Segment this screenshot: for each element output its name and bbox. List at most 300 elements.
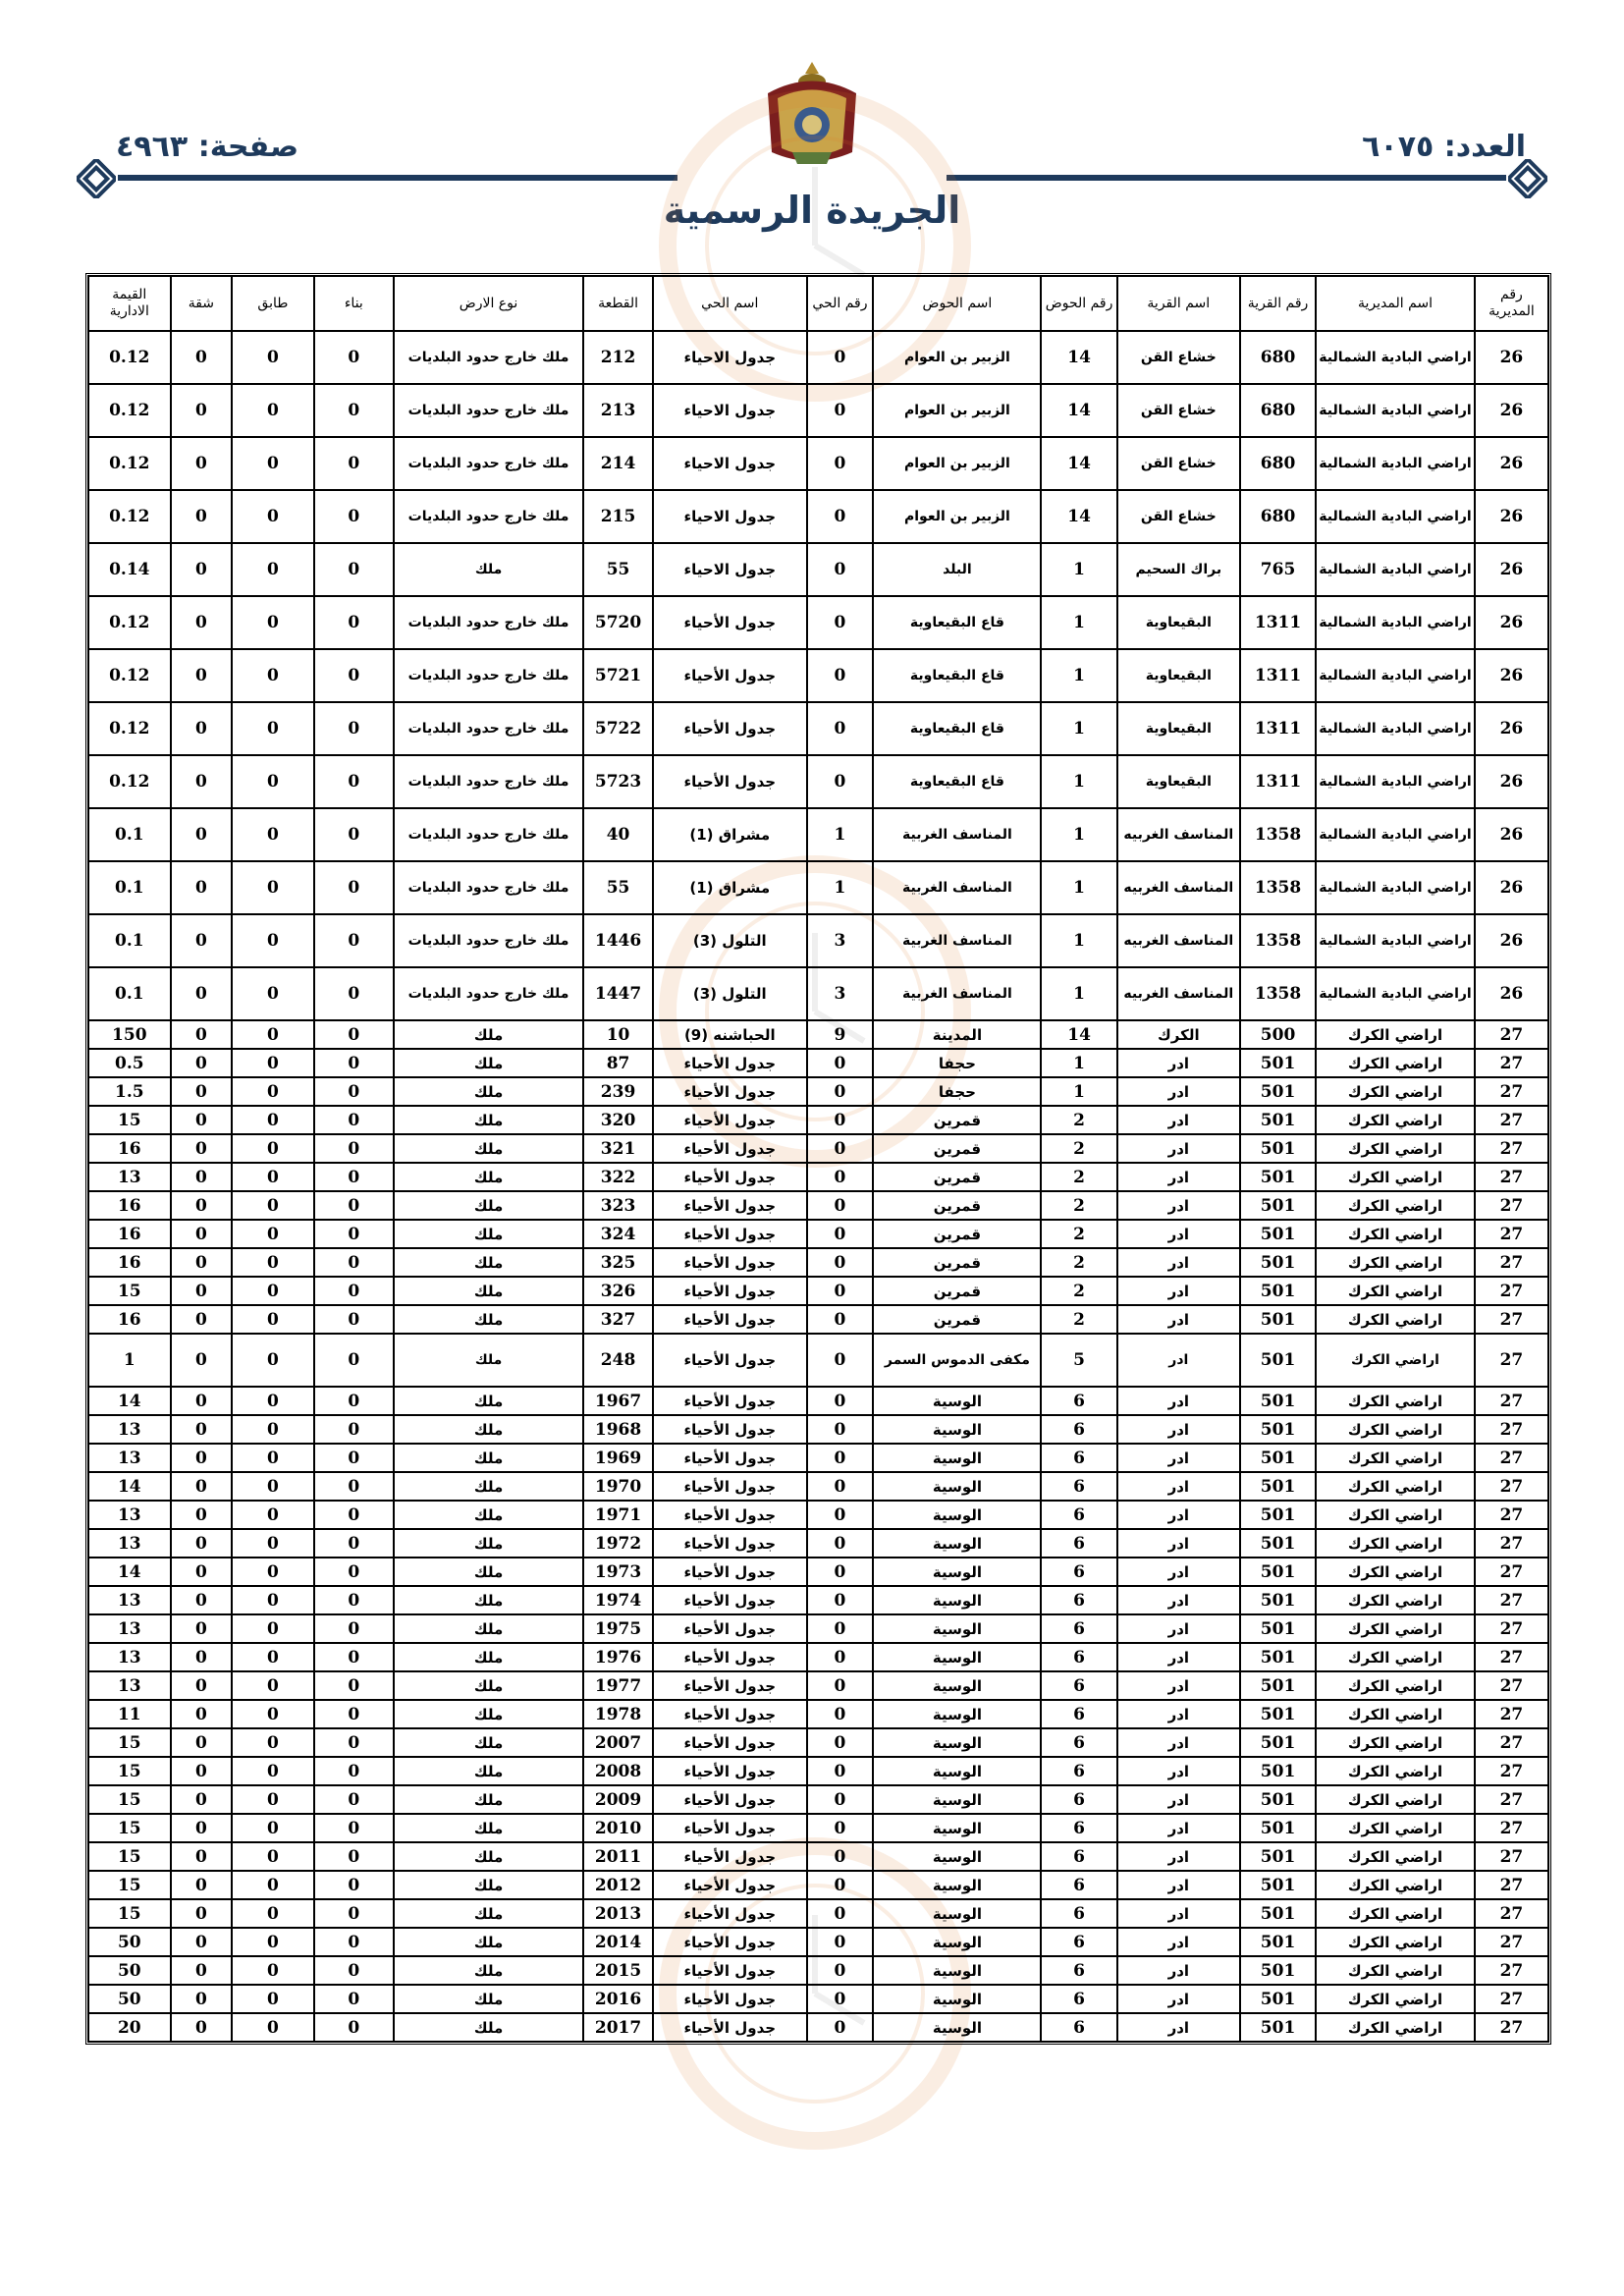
cell-land-type: ملك [394,2013,583,2042]
cell-directorate-number: 26 [1475,967,1548,1020]
cell-apartment: 0 [171,1472,233,1501]
cell-land-type: ملك خارج حدود البلديات [394,702,583,755]
cell-apartment: 0 [171,1614,233,1643]
cell-directorate-name: اراضي البادية الشمالية [1316,808,1475,861]
table-row [88,1248,1548,1277]
cell-village-name: ادر [1117,1814,1240,1842]
cell-building: 0 [314,1020,394,1049]
cell-village-number: 501 [1240,1985,1316,2013]
cell-village-name: ادر [1117,1586,1240,1614]
cell-parcel: 2014 [583,1928,653,1956]
cell-directorate-name: اراضي الكرك [1316,1220,1475,1248]
cell-village-name: المناسف الغربيه [1117,967,1240,1020]
cell-directorate-number: 26 [1475,861,1548,914]
cell-basin-name: قاع البقيعاوية [873,649,1041,702]
table-row [88,1220,1548,1248]
table-row [88,596,1548,649]
cell-quarter-number: 0 [807,1472,874,1501]
table-row [88,490,1548,543]
cell-floor: 0 [232,1871,313,1899]
cell-directorate-name: اراضي الكرك [1316,1614,1475,1643]
cell-quarter-name: التلول (3) [653,967,807,1020]
cell-basin-name: الزبير بن العوام [873,490,1041,543]
table-row [88,808,1548,861]
cell-quarter-number: 0 [807,1305,874,1334]
table-row [88,755,1548,808]
cell-quarter-number: 0 [807,1700,874,1728]
cell-land-type: ملك [394,1928,583,1956]
cell-directorate-name: اراضي الكرك [1316,1020,1475,1049]
cell-village-number: 501 [1240,1956,1316,1985]
cell-quarter-number: 9 [807,1020,874,1049]
cell-quarter-name: جدول الاحياء [653,437,807,490]
cell-land-type: ملك خارج حدود البلديات [394,967,583,1020]
cell-basin-name: الوسية [873,1558,1041,1586]
cell-parcel: 87 [583,1049,653,1077]
cell-directorate-name: اراضي الكرك [1316,2013,1475,2042]
cell-quarter-number: 0 [807,1501,874,1529]
cell-floor: 0 [232,1305,313,1334]
table-row [88,1077,1548,1106]
cell-basin-name: الوسية [873,1472,1041,1501]
cell-quarter-number: 0 [807,543,874,596]
cell-land-type: ملك خارج حدود البلديات [394,384,583,437]
cell-floor: 0 [232,861,313,914]
cell-administrative-value: 0.1 [88,861,171,914]
cell-floor: 0 [232,967,313,1020]
column-header-directorate-number: رقم المديرية [1475,276,1548,331]
cell-directorate-number: 27 [1475,1671,1548,1700]
cell-floor: 0 [232,1134,313,1163]
cell-basin-number: 2 [1041,1220,1116,1248]
cell-village-number: 501 [1240,1899,1316,1928]
cell-building: 0 [314,1814,394,1842]
cell-land-type: ملك [394,1472,583,1501]
cell-apartment: 0 [171,967,233,1020]
cell-apartment: 0 [171,2013,233,2042]
cell-land-type: ملك [394,1106,583,1134]
cell-apartment: 0 [171,1671,233,1700]
column-header-building: بناء [314,276,394,331]
cell-quarter-number: 3 [807,967,874,1020]
cell-apartment: 0 [171,1049,233,1077]
cell-village-name: ادر [1117,1334,1240,1387]
cell-apartment: 0 [171,490,233,543]
table-row [88,1956,1548,1985]
cell-quarter-name: جدول الاحياء [653,543,807,596]
cell-village-number: 501 [1240,1814,1316,1842]
cell-building: 0 [314,649,394,702]
cell-directorate-name: اراضي الكرك [1316,1757,1475,1785]
cell-parcel: 1978 [583,1700,653,1728]
cell-building: 0 [314,1529,394,1558]
cell-parcel: 1971 [583,1501,653,1529]
cell-quarter-name: جدول الأحياء [653,1106,807,1134]
cell-quarter-number: 0 [807,1415,874,1444]
cell-quarter-name: جدول الأحياء [653,1077,807,1106]
cell-administrative-value: 13 [88,1415,171,1444]
cell-directorate-name: اراضي الكرك [1316,1472,1475,1501]
cell-village-number: 501 [1240,1277,1316,1305]
cell-apartment: 0 [171,808,233,861]
cell-apartment: 0 [171,1106,233,1134]
cell-directorate-number: 27 [1475,1899,1548,1928]
cell-building: 0 [314,1558,394,1586]
cell-building: 0 [314,861,394,914]
cell-directorate-number: 27 [1475,1728,1548,1757]
cell-parcel: 212 [583,331,653,384]
cell-village-number: 501 [1240,2013,1316,2042]
cell-village-name: ادر [1117,1757,1240,1785]
cell-administrative-value: 0.1 [88,914,171,967]
cell-apartment: 0 [171,437,233,490]
cell-directorate-number: 26 [1475,543,1548,596]
cell-administrative-value: 15 [88,1106,171,1134]
cell-basin-number: 6 [1041,2013,1116,2042]
column-header-administrative-value: القيمة الادارية [88,276,171,331]
cell-land-type: ملك [394,1614,583,1643]
table-row [88,967,1548,1020]
cell-floor: 0 [232,1277,313,1305]
cell-village-name: ادر [1117,1049,1240,1077]
cell-directorate-number: 26 [1475,702,1548,755]
cell-directorate-name: اراضي الكرك [1316,1956,1475,1985]
table-row [88,1757,1548,1785]
cell-quarter-number: 0 [807,1220,874,1248]
cell-land-type: ملك خارج حدود البلديات [394,914,583,967]
cell-quarter-number: 0 [807,1077,874,1106]
column-header-floor: طابق [232,276,313,331]
cell-administrative-value: 13 [88,1643,171,1671]
cell-basin-name: الزبير بن العوام [873,331,1041,384]
cell-land-type: ملك [394,1757,583,1785]
cell-basin-name: الوسية [873,1501,1041,1529]
cell-directorate-name: اراضي البادية الشمالية [1316,596,1475,649]
cell-basin-number: 14 [1041,331,1116,384]
cell-floor: 0 [232,702,313,755]
table-row [88,384,1548,437]
cell-floor: 0 [232,1387,313,1415]
cell-village-number: 501 [1240,1643,1316,1671]
cell-directorate-name: اراضي الكرك [1316,1871,1475,1899]
cell-quarter-number: 0 [807,649,874,702]
cell-directorate-number: 27 [1475,1049,1548,1077]
table-row [88,331,1548,384]
column-header-directorate-name: اسم المديرية [1316,276,1475,331]
cell-apartment: 0 [171,861,233,914]
cell-directorate-name: اراضي البادية الشمالية [1316,649,1475,702]
cell-village-number: 680 [1240,437,1316,490]
cell-quarter-name: جدول الأحياء [653,1899,807,1928]
cell-administrative-value: 0.12 [88,384,171,437]
cell-quarter-name: مشراق (1) [653,861,807,914]
cell-administrative-value: 50 [88,1928,171,1956]
cell-floor: 0 [232,755,313,808]
cell-directorate-name: اراضي الكرك [1316,1671,1475,1700]
table-row [88,1700,1548,1728]
cell-administrative-value: 13 [88,1501,171,1529]
cell-village-name: ادر [1117,1985,1240,2013]
cell-quarter-name: جدول الأحياء [653,1387,807,1415]
cell-land-type: ملك [394,1529,583,1558]
cell-directorate-number: 27 [1475,1614,1548,1643]
cell-basin-name: الوسية [873,1700,1041,1728]
cell-basin-number: 5 [1041,1334,1116,1387]
cell-quarter-number: 0 [807,1529,874,1558]
cell-quarter-name: جدول الأحياء [653,1643,807,1671]
cell-administrative-value: 150 [88,1020,171,1049]
cell-village-name: ادر [1117,1387,1240,1415]
cell-apartment: 0 [171,1163,233,1191]
cell-parcel: 1968 [583,1415,653,1444]
cell-directorate-name: اراضي البادية الشمالية [1316,755,1475,808]
cell-directorate-number: 26 [1475,755,1548,808]
cell-apartment: 0 [171,1020,233,1049]
cell-parcel: 1974 [583,1586,653,1614]
cell-building: 0 [314,1700,394,1728]
table-row [88,1305,1548,1334]
cell-directorate-number: 27 [1475,1334,1548,1387]
cell-apartment: 0 [171,702,233,755]
cell-quarter-name: جدول الأحياء [653,1985,807,2013]
table-header-row [88,276,1548,331]
cell-quarter-name: جدول الأحياء [653,1586,807,1614]
column-header-apartment: شقة [171,276,233,331]
cell-land-type: ملك [394,1334,583,1387]
cell-administrative-value: 0.5 [88,1049,171,1077]
cell-land-type: ملك خارج حدود البلديات [394,808,583,861]
cell-village-number: 501 [1240,1077,1316,1106]
table-row [88,1501,1548,1529]
cell-directorate-number: 27 [1475,1106,1548,1134]
cell-land-type: ملك خارج حدود البلديات [394,331,583,384]
cell-administrative-value: 15 [88,1728,171,1757]
cell-village-number: 501 [1240,1191,1316,1220]
cell-quarter-name: جدول الأحياء [653,1134,807,1163]
cell-quarter-number: 0 [807,1134,874,1163]
cell-quarter-number: 0 [807,1814,874,1842]
cell-floor: 0 [232,1077,313,1106]
cell-parcel: 1975 [583,1614,653,1643]
cell-parcel: 10 [583,1020,653,1049]
cell-directorate-name: اراضي البادية الشمالية [1316,437,1475,490]
cell-village-name: براك السحيم [1117,543,1240,596]
cell-administrative-value: 0.12 [88,596,171,649]
cell-building: 0 [314,1757,394,1785]
cell-floor: 0 [232,1501,313,1529]
table-row [88,1785,1548,1814]
cell-building: 0 [314,1728,394,1757]
cell-apartment: 0 [171,1248,233,1277]
cell-apartment: 0 [171,1956,233,1985]
cell-apartment: 0 [171,914,233,967]
cell-quarter-number: 0 [807,1671,874,1700]
cell-quarter-name: جدول الأحياء [653,1191,807,1220]
cell-land-type: ملك [394,1387,583,1415]
cell-land-type: ملك [394,1220,583,1248]
cell-floor: 0 [232,1415,313,1444]
cell-floor: 0 [232,1444,313,1472]
cell-floor: 0 [232,1814,313,1842]
cell-village-name: ادر [1117,1248,1240,1277]
cell-quarter-number: 0 [807,1871,874,1899]
cell-directorate-name: اراضي الكرك [1316,1842,1475,1871]
cell-land-type: ملك [394,1415,583,1444]
cell-building: 0 [314,755,394,808]
cell-floor: 0 [232,1671,313,1700]
cell-village-number: 500 [1240,1020,1316,1049]
cell-administrative-value: 13 [88,1163,171,1191]
cell-village-number: 501 [1240,1134,1316,1163]
cell-village-name: ادر [1117,2013,1240,2042]
table-row [88,437,1548,490]
cell-floor: 0 [232,596,313,649]
cell-land-type: ملك [394,1586,583,1614]
cell-floor: 0 [232,1472,313,1501]
cell-administrative-value: 0.12 [88,437,171,490]
cell-administrative-value: 13 [88,1671,171,1700]
cell-village-name: خشاع القن [1117,384,1240,437]
cell-quarter-number: 0 [807,1387,874,1415]
cell-building: 0 [314,1985,394,2013]
cell-basin-number: 6 [1041,1728,1116,1757]
cell-basin-number: 1 [1041,1077,1116,1106]
table-row [88,2013,1548,2042]
cell-village-number: 501 [1240,1501,1316,1529]
cell-floor: 0 [232,1334,313,1387]
cell-building: 0 [314,331,394,384]
cell-apartment: 0 [171,1785,233,1814]
cell-village-number: 501 [1240,1220,1316,1248]
cell-land-type: ملك خارج حدود البلديات [394,755,583,808]
cell-parcel: 40 [583,808,653,861]
cell-village-number: 501 [1240,1785,1316,1814]
table-row [88,649,1548,702]
cell-parcel: 1973 [583,1558,653,1586]
cell-village-name: ادر [1117,1643,1240,1671]
cell-land-type: ملك [394,1700,583,1728]
cell-basin-number: 6 [1041,1785,1116,1814]
cell-parcel: 5721 [583,649,653,702]
cell-directorate-number: 27 [1475,1501,1548,1529]
cell-village-number: 501 [1240,1248,1316,1277]
gazette-title: الجريدة الرسمية [663,189,961,232]
cell-land-type: ملك خارج حدود البلديات [394,596,583,649]
cell-village-name: البقيعاوية [1117,755,1240,808]
cell-quarter-number: 1 [807,808,874,861]
cell-apartment: 0 [171,384,233,437]
cell-administrative-value: 50 [88,1956,171,1985]
cell-quarter-name: جدول الأحياء [653,702,807,755]
cell-floor: 0 [232,331,313,384]
cell-quarter-name: جدول الأحياء [653,1277,807,1305]
cell-floor: 0 [232,490,313,543]
cell-building: 0 [314,1472,394,1501]
cell-quarter-number: 0 [807,1191,874,1220]
cell-basin-name: الوسية [873,1956,1041,1985]
cell-basin-number: 6 [1041,1415,1116,1444]
cell-building: 0 [314,1928,394,1956]
cell-village-name: ادر [1117,1163,1240,1191]
cell-directorate-name: اراضي الكرك [1316,1334,1475,1387]
cell-quarter-name: جدول الأحياء [653,1558,807,1586]
cell-directorate-number: 27 [1475,1248,1548,1277]
cell-basin-number: 1 [1041,596,1116,649]
cell-directorate-name: اراضي الكرك [1316,1163,1475,1191]
header-rule-left [118,175,677,181]
table-row [88,1163,1548,1191]
cell-basin-name: الوسية [873,2013,1041,2042]
cell-parcel: 1976 [583,1643,653,1671]
cell-basin-name: المناسف الغربية [873,808,1041,861]
cell-basin-number: 1 [1041,808,1116,861]
table-row [88,1049,1548,1077]
cell-basin-name: قمرين [873,1277,1041,1305]
cell-quarter-name: جدول الاحياء [653,331,807,384]
cell-building: 0 [314,967,394,1020]
cell-directorate-number: 27 [1475,1415,1548,1444]
table-row [88,543,1548,596]
cell-quarter-number: 0 [807,1049,874,1077]
cell-village-name: المناسف الغربيه [1117,861,1240,914]
cell-land-type: ملك [394,1248,583,1277]
cell-village-number: 1358 [1240,861,1316,914]
table-row [88,1842,1548,1871]
cell-directorate-name: اراضي الكرك [1316,1558,1475,1586]
cell-apartment: 0 [171,1700,233,1728]
cell-directorate-number: 27 [1475,1985,1548,2013]
cell-directorate-number: 27 [1475,1305,1548,1334]
cell-apartment: 0 [171,1928,233,1956]
column-header-village-number: رقم القرية [1240,276,1316,331]
cell-quarter-name: جدول الأحياء [653,1305,807,1334]
cell-directorate-number: 27 [1475,1387,1548,1415]
cell-apartment: 0 [171,596,233,649]
cell-parcel: 320 [583,1106,653,1134]
cell-quarter-number: 0 [807,437,874,490]
cell-basin-name: الوسية [873,1387,1041,1415]
cell-village-number: 501 [1240,1871,1316,1899]
cell-village-name: ادر [1117,1671,1240,1700]
cell-administrative-value: 16 [88,1191,171,1220]
cell-building: 0 [314,1163,394,1191]
cell-land-type: ملك [394,1814,583,1842]
cell-floor: 0 [232,1842,313,1871]
cell-land-type: ملك [394,1785,583,1814]
cell-directorate-name: اراضي الكرك [1316,1785,1475,1814]
cell-directorate-number: 26 [1475,649,1548,702]
cell-village-name: ادر [1117,1191,1240,1220]
cell-administrative-value: 16 [88,1305,171,1334]
cell-directorate-number: 27 [1475,2013,1548,2042]
cell-directorate-name: اراضي الكرك [1316,1106,1475,1134]
cell-basin-name: الوسية [873,1614,1041,1643]
cell-basin-name: قمرين [873,1248,1041,1277]
cell-basin-name: المناسف الغربية [873,861,1041,914]
table-row [88,1814,1548,1842]
cell-basin-number: 6 [1041,1814,1116,1842]
cell-quarter-number: 0 [807,1444,874,1472]
cell-directorate-name: اراضي الكرك [1316,1501,1475,1529]
cell-administrative-value: 0.12 [88,490,171,543]
cell-quarter-name: جدول الأحياء [653,1928,807,1956]
cell-apartment: 0 [171,1134,233,1163]
cell-directorate-number: 27 [1475,1529,1548,1558]
cell-building: 0 [314,1501,394,1529]
cell-basin-name: الوسية [873,1728,1041,1757]
cell-basin-number: 1 [1041,543,1116,596]
cell-floor: 0 [232,1757,313,1785]
